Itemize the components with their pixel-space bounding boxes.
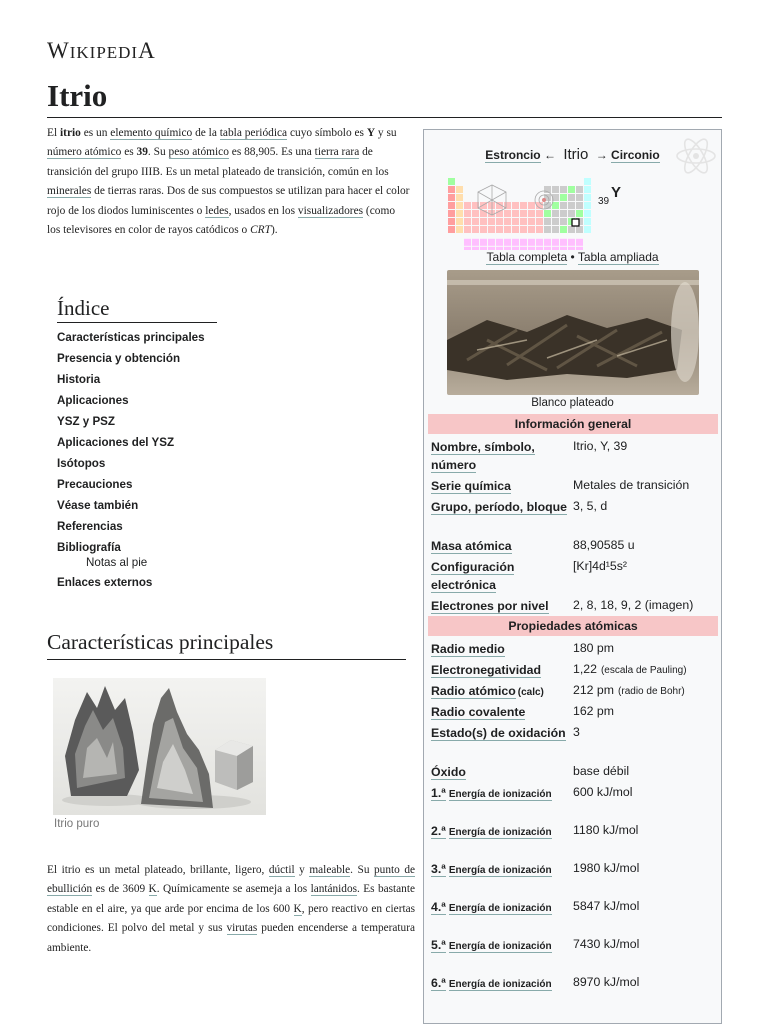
link-minerales[interactable]: minerales: [47, 185, 92, 198]
pt-cell: [552, 186, 559, 193]
logo-letter: W: [47, 38, 70, 63]
pt-cell: [576, 186, 583, 193]
element-navigation: [424, 146, 721, 163]
pt-cell: [528, 210, 535, 217]
pt-cell: [448, 186, 455, 193]
link-elemento-quimico[interactable]: elemento químico: [110, 127, 193, 139]
pt-cell: [568, 194, 575, 201]
pt-cell: [552, 202, 559, 209]
toc-item[interactable]: Véase también: [57, 499, 139, 512]
bold-number: 39: [136, 146, 148, 159]
infobox-row: [428, 436, 718, 475]
row-value[interactable]: Metales de transición: [573, 478, 690, 492]
link-maleable[interactable]: maleable: [309, 864, 351, 876]
toc-subitem[interactable]: Notas al pie: [86, 556, 148, 569]
pt-cell: [576, 194, 583, 201]
title-divider: [47, 117, 722, 118]
pt-cell: [464, 239, 471, 246]
row-label[interactable]: Radio covalente: [431, 705, 526, 719]
link-tierra-rara[interactable]: tierra rara: [314, 146, 360, 159]
row-value[interactable]: 1,22 (escala de Pauling): [573, 662, 687, 676]
pt-cell: [544, 210, 551, 217]
row-label[interactable]: Estado(s) de oxidación: [431, 726, 566, 740]
row-label[interactable]: 6.ª Energía de ionización: [431, 976, 552, 990]
section-divider: [47, 659, 406, 660]
pt-cell: [464, 210, 471, 217]
pt-cell: [520, 239, 527, 246]
row-label[interactable]: 2.ª Energía de ionización: [431, 824, 552, 838]
pt-cell: [504, 210, 511, 217]
row-label[interactable]: 1.ª Energía de ionización: [431, 786, 552, 800]
pt-cell: [456, 226, 463, 233]
row-label[interactable]: 3.ª Energía de ionización: [431, 862, 552, 876]
link-tabla-ampliada[interactable]: Tabla ampliada: [577, 250, 659, 264]
link-lantanidos[interactable]: lantánidos: [310, 883, 357, 896]
pt-cell: [512, 226, 519, 233]
sample-vial-illustration: [447, 270, 699, 395]
section-informacion-general: Información general: [428, 414, 718, 434]
pt-cell: [520, 202, 527, 209]
pt-cell: [528, 202, 535, 209]
pt-atomic-number: 39: [598, 196, 610, 207]
row-label[interactable]: Radio atómico (calc): [431, 684, 544, 698]
link-tabla-completa[interactable]: Tabla completa: [486, 250, 568, 264]
pt-cell: [560, 186, 567, 193]
table-links: Tabla completa • Tabla ampliada: [486, 250, 659, 264]
row-value[interactable]: [Kr]4d¹5s²: [573, 559, 627, 573]
sample-photo[interactable]: [447, 270, 699, 395]
table-of-contents: [57, 296, 227, 593]
infobox-row: [428, 475, 718, 496]
pt-cell: [496, 218, 503, 225]
infobox-row: [428, 680, 718, 701]
row-label[interactable]: Óxido: [431, 765, 466, 779]
properties-table: [428, 414, 718, 1010]
section-propiedades-atomicas: Propiedades atómicas: [428, 616, 718, 636]
infobox-row: [428, 782, 718, 820]
pt-cell: [520, 218, 527, 225]
pt-cell: [544, 218, 551, 225]
pt-cell: [496, 239, 503, 246]
pt-cell: [504, 239, 511, 246]
link-tabla-periodica[interactable]: tabla periódica: [219, 127, 288, 139]
pt-cell: [472, 226, 479, 233]
pt-cell: [456, 194, 463, 201]
link-ledes[interactable]: ledes: [205, 204, 229, 217]
pt-cell: [512, 218, 519, 225]
logo-letters: IKIPEDI: [69, 43, 139, 62]
row-value[interactable]: 3: [573, 725, 580, 739]
pt-cell: [568, 186, 575, 193]
infobox-row: [428, 659, 718, 680]
intro-paragraph: El itrio es un elemento químico de la tabla periódica cuyo símbolo es Y y su número atómico es 39. Su peso atómico es 88,905. Es una tierra rara de transición del grupo IIIB. Es un metal plateado de transición, común en los minerales de tierras raras. Dos de sus compuestos se utilizan para hacer el color rojo de los diodos luminiscentes o ledes, usados en los visualizadores (como los televisores en color de rayos catódicos o CRT).: [47, 127, 410, 237]
row-label[interactable]: Configuración electrónica: [431, 560, 515, 592]
row-value[interactable]: base débil: [573, 764, 630, 778]
body-paragraph: El itrio es un metal plateado, brillante, ligero, dúctil y maleable. Su punto de ebullición es de 3609 K. Químicamente se asemeja a los lantánidos. Es bastante estable en el aire, ya que arde por encima de los 600 K, pero reactivo en ciertas condiciones. El polvo del metal y sus virutas pueden encenderse a temperatura ambiente.: [47, 864, 416, 954]
link-circonio[interactable]: Circonio: [611, 148, 660, 162]
pt-cell: [560, 226, 567, 233]
section-heading: Características principales: [47, 630, 274, 654]
pt-cell: [552, 239, 559, 246]
pt-cell: [576, 239, 583, 246]
link-virutas[interactable]: virutas: [226, 922, 258, 935]
periodic-table-mini[interactable]: [448, 178, 722, 250]
pt-cell: [576, 202, 583, 209]
pt-cell: [568, 202, 575, 209]
pt-cell: [504, 202, 511, 209]
pt-cell: [584, 202, 591, 209]
row-label[interactable]: Nombre, símbolo, número: [431, 440, 535, 472]
row-label[interactable]: 4.ª Energía de ionización: [431, 900, 552, 914]
pt-cell: [456, 202, 463, 209]
pt-cell: [568, 226, 575, 233]
row-value[interactable]: 212 pm (radio de Bohr): [573, 683, 685, 697]
pt-cell: [488, 226, 495, 233]
toc-item[interactable]: Presencia y obtención: [57, 352, 181, 365]
pt-cell: [560, 239, 567, 246]
toc-item[interactable]: Isótopos: [57, 457, 106, 470]
infobox-row: [428, 496, 718, 535]
toc-item[interactable]: Características principales: [57, 331, 205, 344]
photo-caption: Itrio puro: [54, 818, 100, 830]
pt-cell: [448, 178, 455, 185]
pt-cell: [456, 186, 463, 193]
pt-cell: [528, 218, 535, 225]
link-peso-atomico[interactable]: peso atómico: [168, 146, 229, 159]
row-label[interactable]: Radio medio: [431, 642, 505, 656]
pt-cell: [568, 210, 575, 217]
pt-cell: [560, 218, 567, 225]
pt-cell: [552, 226, 559, 233]
row-value[interactable]: Itrio, Y, 39: [573, 439, 628, 453]
bold-symbol: Y: [366, 127, 376, 139]
bold-term: itrio: [59, 127, 81, 139]
pt-cell: [536, 210, 543, 217]
row-label[interactable]: Masa atómica: [431, 539, 512, 553]
row-value[interactable]: 3, 5, d: [573, 499, 608, 513]
wikipedia-logo[interactable]: [47, 38, 156, 64]
infobox-row: [428, 722, 718, 761]
row-value[interactable]: 162 pm: [573, 704, 615, 718]
link-numero-atomico[interactable]: número atómico: [47, 146, 122, 159]
pt-cell: [520, 210, 527, 217]
pt-cell: [584, 186, 591, 193]
pt-cell: [512, 239, 519, 246]
pt-cell: [560, 210, 567, 217]
pt-cell: [448, 226, 455, 233]
pt-cell: [528, 226, 535, 233]
infobox-row: [428, 761, 718, 782]
italic-crt: CRT: [250, 224, 271, 237]
infobox-row: [428, 535, 718, 556]
pt-cell: [560, 194, 567, 201]
pt-cell: [464, 218, 471, 225]
pt-cell: [496, 226, 503, 233]
toc-item[interactable]: Aplicaciones del YSZ: [57, 436, 175, 449]
row-value[interactable]: 8970 kJ/mol: [573, 975, 640, 989]
pt-cell: [504, 218, 511, 225]
pt-cell: [584, 218, 591, 225]
pt-cell: [584, 194, 591, 201]
infobox-row: [428, 701, 718, 722]
pt-cell: [584, 226, 591, 233]
toc-item-enlaces-externos[interactable]: Enlaces externos: [57, 576, 153, 589]
pt-cell: [448, 194, 455, 201]
pt-cell: [472, 210, 479, 217]
infobox-row: [428, 896, 718, 934]
pt-cell: [536, 226, 543, 233]
toc-item[interactable]: Historia: [57, 373, 101, 386]
arrow-right-icon: →: [595, 148, 608, 162]
toc-item[interactable]: Referencias: [57, 520, 123, 533]
pt-cell: [560, 202, 567, 209]
toc-divider: [57, 322, 217, 323]
infobox-row: [428, 934, 718, 972]
pt-cell: [448, 218, 455, 225]
pt-cell: [464, 202, 471, 209]
row-value[interactable]: 5847 kJ/mol: [573, 899, 640, 913]
row-value[interactable]: 7430 kJ/mol: [573, 937, 640, 951]
pt-cell: [472, 218, 479, 225]
toc-item[interactable]: Precauciones: [57, 478, 133, 491]
pt-cell: [552, 218, 559, 225]
link-visualizadores[interactable]: visualizadores: [297, 204, 364, 217]
infobox-row: [428, 858, 718, 896]
pt-cell: [544, 239, 551, 246]
pt-cell: [576, 226, 583, 233]
row-label[interactable]: Serie química: [431, 479, 511, 493]
pt-cell: [512, 210, 519, 217]
logo-letter: A: [138, 38, 156, 63]
pt-cell: [528, 239, 535, 246]
pt-cell: [480, 218, 487, 225]
sample-caption: Blanco plateado: [531, 397, 614, 409]
row-value[interactable]: 1980 kJ/mol: [573, 861, 640, 875]
row-value[interactable]: 180 pm: [573, 641, 615, 655]
row-label[interactable]: 5.ª Energía de ionización: [431, 938, 552, 952]
infobox: [423, 129, 722, 1024]
pt-cell: [536, 239, 543, 246]
row-value[interactable]: 1180 kJ/mol: [573, 823, 639, 837]
pt-cell: [480, 226, 487, 233]
toc-title: Índice: [57, 296, 110, 320]
pt-cell: [568, 239, 575, 246]
pt-cell: [480, 239, 487, 246]
pt-cell: [456, 210, 463, 217]
row-label[interactable]: Electronegatividad: [431, 663, 542, 677]
current-element: Itrio: [563, 146, 589, 163]
link-kelvin[interactable]: K: [293, 902, 302, 915]
pt-cell: [456, 218, 463, 225]
row-value[interactable]: 2, 8, 18, 9, 2 (imagen): [573, 598, 694, 612]
pt-cell: [584, 178, 591, 185]
pt-cell: [488, 202, 495, 209]
pt-cell: [488, 239, 495, 246]
toc-item[interactable]: YSZ y PSZ: [57, 415, 115, 428]
pt-cell: [576, 210, 583, 217]
yttrium-pieces-illustration: [53, 678, 266, 815]
link-punto-de-ebullicion[interactable]: punto de ebullición: [47, 864, 415, 896]
pt-cell: [520, 226, 527, 233]
link-ductil[interactable]: dúctil: [268, 864, 295, 876]
pt-cell: [464, 226, 471, 233]
infobox-row: [428, 556, 718, 595]
infobox-row: [428, 595, 718, 616]
link-estroncio[interactable]: Estroncio: [485, 148, 541, 162]
pt-cell: [512, 202, 519, 209]
pt-cell: [552, 210, 559, 217]
pt-cell: [488, 218, 495, 225]
infobox-row: [428, 638, 718, 659]
link-kelvin[interactable]: K: [148, 883, 157, 896]
arrow-left-icon: ←: [543, 148, 556, 162]
toc-item[interactable]: Bibliografía: [57, 541, 121, 554]
row-label[interactable]: Electrones por nivel: [431, 599, 549, 613]
pt-cell: [504, 226, 511, 233]
toc-item[interactable]: Aplicaciones: [57, 394, 129, 407]
infobox-row: [428, 820, 718, 858]
pt-cell: [544, 226, 551, 233]
infobox-row: [428, 972, 718, 1010]
page-title: Itrio: [47, 78, 108, 113]
itrio-photo[interactable]: [53, 678, 266, 815]
pt-cell: [472, 239, 479, 246]
pt-cell: [448, 210, 455, 217]
row-value[interactable]: 600 kJ/mol: [573, 785, 633, 799]
pt-cell: [536, 218, 543, 225]
row-value[interactable]: 88,90585 u: [573, 538, 635, 552]
pt-cell: [448, 202, 455, 209]
pt-cell: [584, 210, 591, 217]
periodic-table-graphic: [448, 178, 722, 250]
pt-symbol: Y: [611, 184, 622, 201]
row-label[interactable]: Grupo, período, bloque: [431, 500, 567, 514]
